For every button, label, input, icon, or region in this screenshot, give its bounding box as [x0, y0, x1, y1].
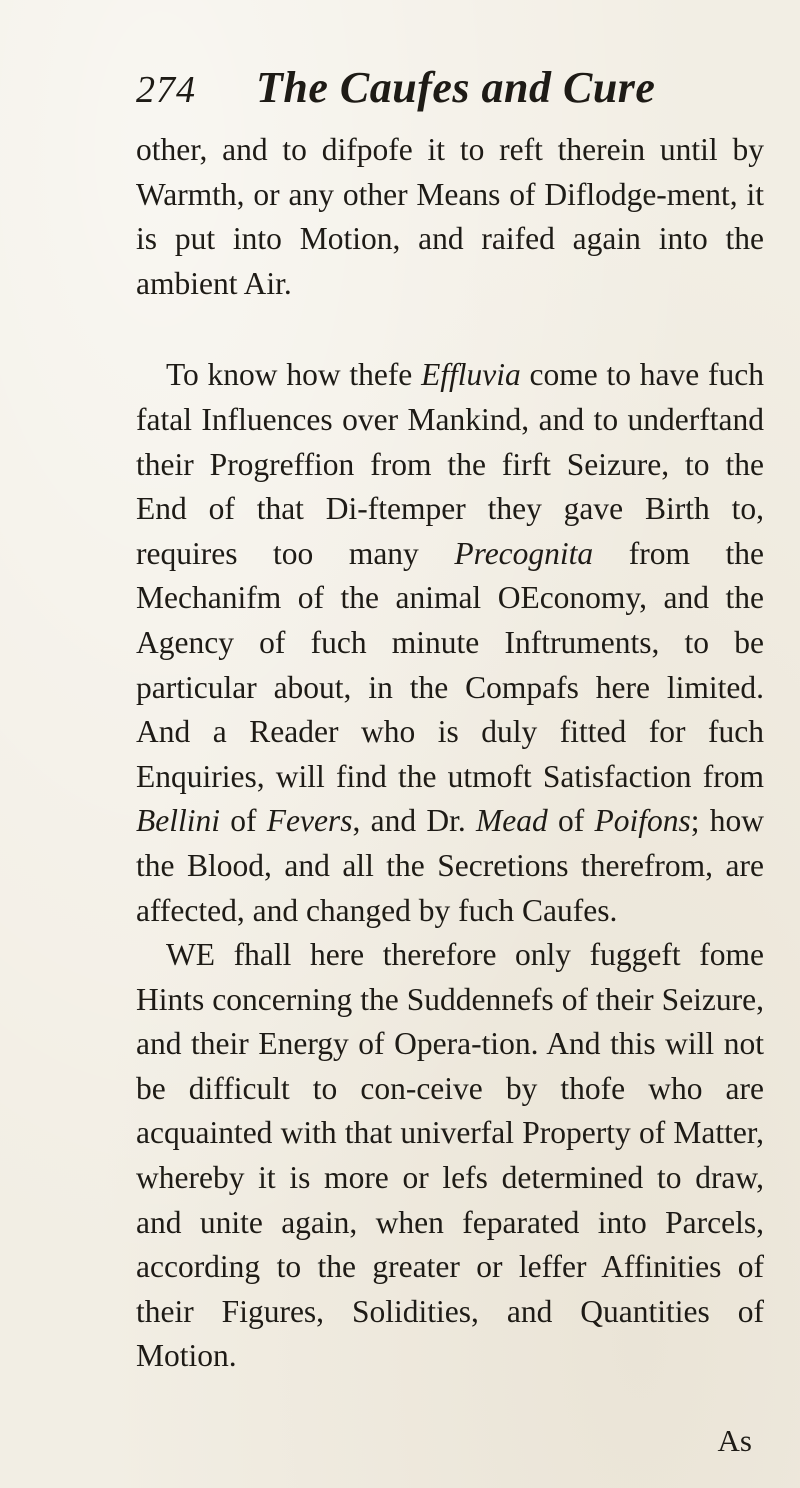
- text-run: To know how thefe: [166, 357, 422, 393]
- italic-term-effluvia: Effluvia: [421, 357, 521, 393]
- italic-title-poifons: Poifons: [594, 803, 691, 839]
- catchword: As: [717, 1423, 752, 1458]
- italic-author-mead: Mead: [475, 803, 548, 839]
- italic-title-fevers: Fevers: [266, 803, 353, 839]
- paragraph-continuation: other, and to difpofe it to reft therein until by Warmth, or any other Means of Diflodge-ment, it is put into Motion, and raifed again into the ambient Air.: [136, 132, 764, 301]
- paragraph-effluvia: [136, 353, 764, 933]
- text-run: ; how the Blood, and all the Secretions therefrom, are affected, and changed by fuch Caufes.: [136, 803, 764, 928]
- text-run: of: [547, 803, 595, 839]
- page-number: 274: [136, 69, 196, 111]
- text-run: , and Dr.: [352, 803, 476, 839]
- italic-author-bellini: Bellini: [136, 803, 220, 839]
- body-text: [136, 128, 764, 1379]
- running-head: [136, 62, 726, 118]
- running-title: The Caufes and Cure: [256, 63, 656, 112]
- paragraph-seizure: WE fhall here therefore only fuggeft fome Hints concerning the Suddennefs of their Seizure, and their Energy of Opera-tion. And this will not be difficult to con-ceive by thofe who are acquainted with that univerfal Property of Matter, whereby it is more or lefs determined to draw, and unite again, when feparated into Parcels, according to the greater or leffer Affinities of their Figures, Solidities, and Quantities of Motion.: [136, 937, 764, 1374]
- text-run: from the Mechanifm of the animal OEconomy, and the Agency of fuch minute Inftruments, to be particular about, in the Compafs here limited. And a Reader who is duly fitted for fuch Enquiries, will find the utmoft Satisfaction from: [136, 535, 765, 794]
- italic-term-precognita: Precognita: [454, 535, 594, 571]
- text-run: of: [219, 803, 267, 839]
- text-run: come to have fuch fatal Influences over Mankind, and to underftand their Progreffion from the firft Seizure, to the End of that Di-ftemper they gave Birth to, requires too many: [136, 357, 765, 571]
